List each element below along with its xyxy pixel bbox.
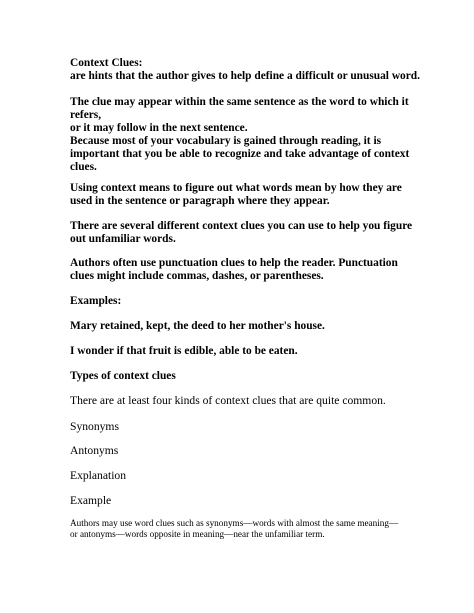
- small-paragraph-line: Authors may use word clues such as synonyms—words with almost the same meaning—: [70, 518, 399, 528]
- paragraph-line: The clue may appear within the same sentence as the word to which it: [70, 96, 409, 108]
- paragraph-line: refers,: [70, 109, 102, 121]
- heading-context-clues: Context Clues:: [70, 57, 143, 69]
- paragraph-line: Because most of your vocabulary is gained through reading, it is: [70, 135, 382, 147]
- paragraph-line: clues might include commas, dashes, or parentheses.: [70, 270, 324, 282]
- paragraph-line: used in the sentence or paragraph where they appear.: [70, 195, 330, 207]
- paragraph-line: Using context means to figure out what words mean by how they are: [70, 182, 402, 194]
- list-item: Synonyms: [70, 420, 119, 433]
- paragraph-line: There are several different context clues you can use to help you figure: [70, 220, 413, 232]
- paragraph-line: clues.: [70, 161, 97, 173]
- small-paragraph-line: or antonyms—words opposite in meaning—near the unfamiliar term.: [70, 529, 325, 539]
- paragraph-line: important that you be able to recognize and take advantage of context: [70, 148, 410, 160]
- heading-examples: Examples:: [70, 295, 122, 307]
- paragraph-line: or it may follow in the next sentence.: [70, 122, 248, 134]
- definition-line: are hints that the author gives to help define a difficult or unusual word.: [70, 70, 420, 82]
- paragraph-line: out unfamiliar words.: [70, 233, 176, 245]
- example-line: Mary retained, kept, the deed to her mother's house.: [70, 320, 325, 332]
- list-item: Antonyms: [70, 444, 119, 457]
- list-item: Explanation: [70, 469, 127, 482]
- paragraph-line: There are at least four kinds of context clues that are quite common.: [70, 394, 386, 407]
- example-line: I wonder if that fruit is edible, able to be eaten.: [70, 345, 298, 357]
- paragraph-line: Authors often use punctuation clues to help the reader. Punctuation: [70, 257, 398, 269]
- list-item: Example: [70, 494, 112, 507]
- heading-types: Types of context clues: [70, 370, 176, 382]
